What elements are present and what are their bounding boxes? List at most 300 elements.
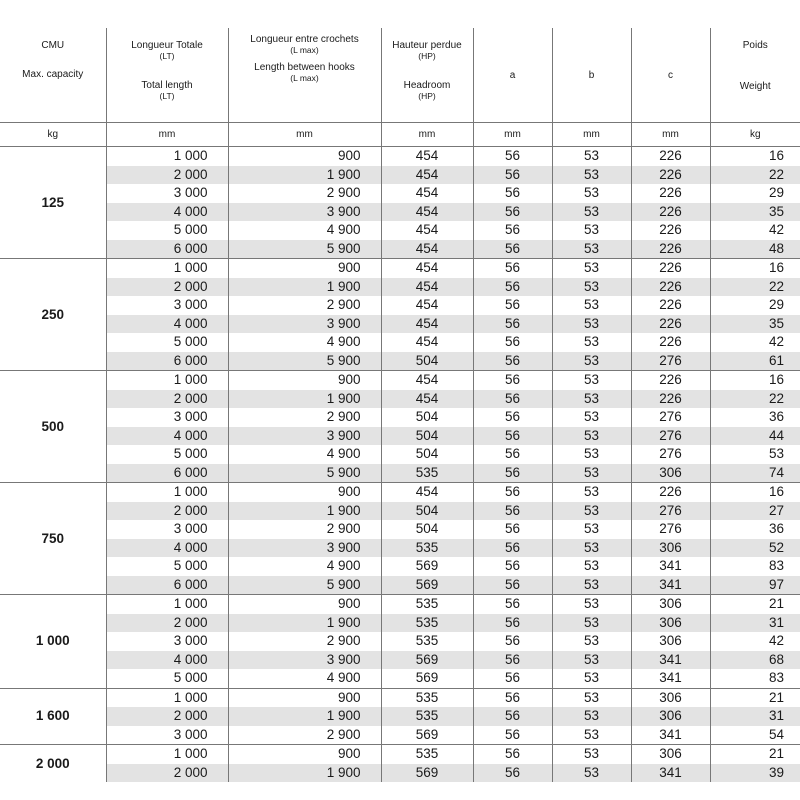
headroom-cell: 535 <box>381 539 473 558</box>
total-length-cell: 3 000 <box>106 184 228 203</box>
header-row <box>0 28 800 123</box>
headroom-cell: 454 <box>381 333 473 352</box>
a-cell: 56 <box>473 147 552 166</box>
length-between-hooks-cell: 900 <box>228 259 381 278</box>
table-row <box>0 745 800 764</box>
a-cell: 56 <box>473 296 552 315</box>
b-cell: 53 <box>552 669 631 688</box>
c-cell: 226 <box>631 278 710 297</box>
weight-cell: 52 <box>710 539 800 558</box>
length-between-hooks-cell: 1 900 <box>228 614 381 633</box>
weight-cell: 54 <box>710 726 800 745</box>
c-cell: 226 <box>631 296 710 315</box>
total-length-cell: 1 000 <box>106 688 228 707</box>
a-cell: 56 <box>473 390 552 409</box>
capacity-cell: 750 <box>0 483 106 595</box>
a-cell: 56 <box>473 726 552 745</box>
length-between-hooks-cell: 2 900 <box>228 632 381 651</box>
headroom-cell: 535 <box>381 632 473 651</box>
a-cell: 56 <box>473 520 552 539</box>
b-cell: 53 <box>552 240 631 259</box>
headroom-cell: 504 <box>381 427 473 446</box>
length-between-hooks-cell: 900 <box>228 483 381 502</box>
c-cell: 226 <box>631 240 710 259</box>
a-cell: 56 <box>473 278 552 297</box>
headroom-cell: 569 <box>381 669 473 688</box>
capacity-cell: 1 000 <box>0 595 106 689</box>
headroom-cell: 454 <box>381 240 473 259</box>
table-row <box>0 614 800 633</box>
length-between-hooks-cell: 900 <box>228 147 381 166</box>
table-row <box>0 333 800 352</box>
b-cell: 53 <box>552 726 631 745</box>
headroom-cell: 454 <box>381 184 473 203</box>
total-length-cell: 1 000 <box>106 371 228 390</box>
header-headroom <box>381 28 473 123</box>
total-length-cell: 6 000 <box>106 352 228 371</box>
table-row <box>0 315 800 334</box>
total-length-cell: 1 000 <box>106 745 228 764</box>
weight-cell: 53 <box>710 445 800 464</box>
table-row <box>0 221 800 240</box>
headroom-cell: 535 <box>381 614 473 633</box>
length-between-hooks-cell: 3 900 <box>228 203 381 222</box>
total-length-cell: 3 000 <box>106 520 228 539</box>
total-length-cell: 6 000 <box>106 576 228 595</box>
total-length-cell: 2 000 <box>106 390 228 409</box>
total-length-cell: 2 000 <box>106 614 228 633</box>
table-row <box>0 502 800 521</box>
header-weight-fr: Poids <box>742 40 768 51</box>
a-cell: 56 <box>473 688 552 707</box>
table-row <box>0 651 800 670</box>
total-length-cell: 2 000 <box>106 764 228 783</box>
c-cell: 306 <box>631 614 710 633</box>
b-cell: 53 <box>552 408 631 427</box>
headroom-cell: 504 <box>381 352 473 371</box>
c-cell: 276 <box>631 520 710 539</box>
headroom-cell: 454 <box>381 166 473 185</box>
length-between-hooks-cell: 5 900 <box>228 464 381 483</box>
headroom-cell: 535 <box>381 707 473 726</box>
length-between-hooks-cell: 5 900 <box>228 352 381 371</box>
header-headroom-fr: Hauteur perdue <box>392 40 462 51</box>
length-between-hooks-cell: 4 900 <box>228 669 381 688</box>
weight-cell: 39 <box>710 764 800 783</box>
length-between-hooks-cell: 3 900 <box>228 651 381 670</box>
table-row <box>0 464 800 483</box>
weight-cell: 83 <box>710 669 800 688</box>
a-cell: 56 <box>473 352 552 371</box>
table-row <box>0 726 800 745</box>
b-cell: 53 <box>552 595 631 614</box>
b-cell: 53 <box>552 576 631 595</box>
total-length-cell: 4 000 <box>106 539 228 558</box>
headroom-cell: 454 <box>381 259 473 278</box>
header-length-between-hooks-fr: Longueur entre crochets <box>250 34 359 45</box>
table-row <box>0 352 800 371</box>
c-cell: 341 <box>631 726 710 745</box>
c-cell: 226 <box>631 390 710 409</box>
b-cell: 53 <box>552 745 631 764</box>
specifications-table-container <box>0 28 800 782</box>
header-weight <box>710 28 800 123</box>
length-between-hooks-cell: 4 900 <box>228 333 381 352</box>
total-length-cell: 4 000 <box>106 651 228 670</box>
a-cell: 56 <box>473 502 552 521</box>
table-row <box>0 166 800 185</box>
header-headroom-en: Headroom <box>403 80 451 91</box>
headroom-cell: 454 <box>381 278 473 297</box>
total-length-cell: 3 000 <box>106 726 228 745</box>
length-between-hooks-cell: 1 900 <box>228 707 381 726</box>
unit-cell: mm <box>381 123 473 147</box>
unit-cell: mm <box>106 123 228 147</box>
length-between-hooks-cell: 1 900 <box>228 390 381 409</box>
c-cell: 276 <box>631 408 710 427</box>
headroom-cell: 535 <box>381 688 473 707</box>
total-length-cell: 2 000 <box>106 502 228 521</box>
a-cell: 56 <box>473 576 552 595</box>
total-length-cell: 1 000 <box>106 483 228 502</box>
headroom-cell: 569 <box>381 576 473 595</box>
b-cell: 53 <box>552 632 631 651</box>
total-length-cell: 3 000 <box>106 296 228 315</box>
headroom-cell: 569 <box>381 726 473 745</box>
table-row <box>0 240 800 259</box>
header-total-length-en: Total length <box>141 80 193 91</box>
table-row <box>0 688 800 707</box>
total-length-cell: 5 000 <box>106 445 228 464</box>
length-between-hooks-cell: 1 900 <box>228 166 381 185</box>
a-cell: 56 <box>473 371 552 390</box>
table-row <box>0 576 800 595</box>
header-total-length <box>106 28 228 123</box>
table-row <box>0 764 800 783</box>
c-cell: 226 <box>631 259 710 278</box>
c-cell: 306 <box>631 632 710 651</box>
b-cell: 53 <box>552 203 631 222</box>
weight-cell: 44 <box>710 427 800 446</box>
capacity-cell: 1 600 <box>0 688 106 745</box>
c-cell: 226 <box>631 184 710 203</box>
header-weight-en: Weight <box>739 81 771 92</box>
length-between-hooks-cell: 1 900 <box>228 764 381 783</box>
table-row <box>0 445 800 464</box>
a-cell: 56 <box>473 483 552 502</box>
a-cell: 56 <box>473 315 552 334</box>
headroom-cell: 569 <box>381 557 473 576</box>
a-cell: 56 <box>473 445 552 464</box>
weight-cell: 36 <box>710 408 800 427</box>
b-cell: 53 <box>552 520 631 539</box>
b-cell: 53 <box>552 390 631 409</box>
b-cell: 53 <box>552 184 631 203</box>
weight-cell: 16 <box>710 259 800 278</box>
c-cell: 341 <box>631 764 710 783</box>
table-row <box>0 595 800 614</box>
a-cell: 56 <box>473 408 552 427</box>
total-length-cell: 1 000 <box>106 147 228 166</box>
c-cell: 276 <box>631 502 710 521</box>
a-cell: 56 <box>473 595 552 614</box>
weight-cell: 21 <box>710 595 800 614</box>
c-cell: 276 <box>631 427 710 446</box>
table-row <box>0 557 800 576</box>
b-cell: 53 <box>552 707 631 726</box>
c-cell: 226 <box>631 483 710 502</box>
weight-cell: 35 <box>710 203 800 222</box>
c-cell: 306 <box>631 539 710 558</box>
c-cell: 226 <box>631 333 710 352</box>
header-c: c <box>631 28 710 123</box>
total-length-cell: 5 000 <box>106 333 228 352</box>
total-length-cell: 5 000 <box>106 557 228 576</box>
table-row <box>0 390 800 409</box>
b-cell: 53 <box>552 688 631 707</box>
b-cell: 53 <box>552 371 631 390</box>
c-cell: 226 <box>631 166 710 185</box>
table-row <box>0 427 800 446</box>
a-cell: 56 <box>473 669 552 688</box>
b-cell: 53 <box>552 315 631 334</box>
b-cell: 53 <box>552 333 631 352</box>
headroom-cell: 454 <box>381 221 473 240</box>
a-cell: 56 <box>473 333 552 352</box>
c-cell: 226 <box>631 315 710 334</box>
table-row <box>0 632 800 651</box>
headroom-cell: 535 <box>381 464 473 483</box>
length-between-hooks-cell: 4 900 <box>228 221 381 240</box>
headroom-cell: 454 <box>381 315 473 334</box>
a-cell: 56 <box>473 614 552 633</box>
weight-cell: 42 <box>710 333 800 352</box>
total-length-cell: 5 000 <box>106 221 228 240</box>
c-cell: 341 <box>631 651 710 670</box>
headroom-cell: 454 <box>381 296 473 315</box>
table-row <box>0 483 800 502</box>
units-row <box>0 123 800 147</box>
weight-cell: 48 <box>710 240 800 259</box>
total-length-cell: 3 000 <box>106 408 228 427</box>
total-length-cell: 4 000 <box>106 427 228 446</box>
a-cell: 56 <box>473 203 552 222</box>
b-cell: 53 <box>552 352 631 371</box>
length-between-hooks-cell: 900 <box>228 688 381 707</box>
a-cell: 56 <box>473 764 552 783</box>
specifications-table <box>0 28 800 782</box>
length-between-hooks-cell: 2 900 <box>228 520 381 539</box>
length-between-hooks-cell: 3 900 <box>228 315 381 334</box>
length-between-hooks-cell: 3 900 <box>228 539 381 558</box>
weight-cell: 36 <box>710 520 800 539</box>
header-headroom-en-sub: (HP) <box>418 91 436 101</box>
header-headroom-fr-sub: (HP) <box>418 51 436 61</box>
weight-cell: 97 <box>710 576 800 595</box>
c-cell: 306 <box>631 595 710 614</box>
length-between-hooks-cell: 900 <box>228 371 381 390</box>
header-capacity-en: Max. capacity <box>22 69 84 80</box>
length-between-hooks-cell: 5 900 <box>228 240 381 259</box>
a-cell: 56 <box>473 651 552 670</box>
headroom-cell: 454 <box>381 483 473 502</box>
header-length-between-hooks <box>228 28 381 123</box>
header-length-between-hooks-en-sub: (L max) <box>290 73 319 83</box>
length-between-hooks-cell: 900 <box>228 745 381 764</box>
headroom-cell: 504 <box>381 445 473 464</box>
a-cell: 56 <box>473 259 552 278</box>
header-a: a <box>473 28 552 123</box>
header-length-between-hooks-fr-sub: (L max) <box>290 45 319 55</box>
length-between-hooks-cell: 2 900 <box>228 184 381 203</box>
weight-cell: 21 <box>710 745 800 764</box>
a-cell: 56 <box>473 745 552 764</box>
c-cell: 341 <box>631 576 710 595</box>
weight-cell: 61 <box>710 352 800 371</box>
total-length-cell: 5 000 <box>106 669 228 688</box>
header-total-length-en-sub: (LT) <box>159 91 175 101</box>
table-row <box>0 539 800 558</box>
table-row <box>0 278 800 297</box>
c-cell: 341 <box>631 669 710 688</box>
headroom-cell: 454 <box>381 371 473 390</box>
length-between-hooks-cell: 4 900 <box>228 557 381 576</box>
table-body <box>0 147 800 783</box>
c-cell: 226 <box>631 203 710 222</box>
capacity-cell: 2 000 <box>0 745 106 783</box>
c-cell: 306 <box>631 688 710 707</box>
a-cell: 56 <box>473 539 552 558</box>
unit-cell: kg <box>710 123 800 147</box>
b-cell: 53 <box>552 614 631 633</box>
unit-cell: mm <box>473 123 552 147</box>
b-cell: 53 <box>552 166 631 185</box>
a-cell: 56 <box>473 632 552 651</box>
a-cell: 56 <box>473 464 552 483</box>
header-b: b <box>552 28 631 123</box>
table-row <box>0 184 800 203</box>
total-length-cell: 6 000 <box>106 240 228 259</box>
headroom-cell: 535 <box>381 745 473 764</box>
headroom-cell: 454 <box>381 147 473 166</box>
weight-cell: 42 <box>710 221 800 240</box>
weight-cell: 16 <box>710 147 800 166</box>
table-row <box>0 147 800 166</box>
headroom-cell: 454 <box>381 203 473 222</box>
weight-cell: 21 <box>710 688 800 707</box>
b-cell: 53 <box>552 464 631 483</box>
length-between-hooks-cell: 3 900 <box>228 427 381 446</box>
total-length-cell: 4 000 <box>106 315 228 334</box>
b-cell: 53 <box>552 539 631 558</box>
header-capacity-fr: CMU <box>41 40 65 51</box>
weight-cell: 27 <box>710 502 800 521</box>
length-between-hooks-cell: 2 900 <box>228 726 381 745</box>
weight-cell: 16 <box>710 371 800 390</box>
b-cell: 53 <box>552 427 631 446</box>
weight-cell: 42 <box>710 632 800 651</box>
length-between-hooks-cell: 2 900 <box>228 408 381 427</box>
table-row <box>0 408 800 427</box>
header-length-between-hooks-en: Length between hooks <box>254 62 355 73</box>
headroom-cell: 454 <box>381 390 473 409</box>
b-cell: 53 <box>552 557 631 576</box>
headroom-cell: 504 <box>381 502 473 521</box>
a-cell: 56 <box>473 166 552 185</box>
table-row <box>0 707 800 726</box>
capacity-cell: 125 <box>0 147 106 259</box>
weight-cell: 68 <box>710 651 800 670</box>
weight-cell: 22 <box>710 390 800 409</box>
unit-cell: mm <box>631 123 710 147</box>
length-between-hooks-cell: 900 <box>228 595 381 614</box>
total-length-cell: 2 000 <box>106 707 228 726</box>
a-cell: 56 <box>473 707 552 726</box>
weight-cell: 29 <box>710 184 800 203</box>
c-cell: 306 <box>631 745 710 764</box>
b-cell: 53 <box>552 296 631 315</box>
weight-cell: 31 <box>710 707 800 726</box>
length-between-hooks-cell: 2 900 <box>228 296 381 315</box>
c-cell: 226 <box>631 371 710 390</box>
a-cell: 56 <box>473 240 552 259</box>
total-length-cell: 2 000 <box>106 166 228 185</box>
b-cell: 53 <box>552 221 631 240</box>
headroom-cell: 569 <box>381 764 473 783</box>
table-row <box>0 669 800 688</box>
length-between-hooks-cell: 4 900 <box>228 445 381 464</box>
headroom-cell: 569 <box>381 651 473 670</box>
b-cell: 53 <box>552 502 631 521</box>
total-length-cell: 2 000 <box>106 278 228 297</box>
table-row <box>0 296 800 315</box>
a-cell: 56 <box>473 221 552 240</box>
c-cell: 306 <box>631 464 710 483</box>
b-cell: 53 <box>552 651 631 670</box>
a-cell: 56 <box>473 557 552 576</box>
c-cell: 341 <box>631 557 710 576</box>
total-length-cell: 4 000 <box>106 203 228 222</box>
unit-cell: mm <box>552 123 631 147</box>
c-cell: 306 <box>631 707 710 726</box>
weight-cell: 74 <box>710 464 800 483</box>
header-total-length-fr: Longueur Totale <box>131 40 203 51</box>
length-between-hooks-cell: 1 900 <box>228 278 381 297</box>
table-row <box>0 259 800 278</box>
headroom-cell: 504 <box>381 520 473 539</box>
length-between-hooks-cell: 5 900 <box>228 576 381 595</box>
b-cell: 53 <box>552 445 631 464</box>
table-row <box>0 371 800 390</box>
capacity-cell: 500 <box>0 371 106 483</box>
weight-cell: 31 <box>710 614 800 633</box>
b-cell: 53 <box>552 147 631 166</box>
b-cell: 53 <box>552 764 631 783</box>
total-length-cell: 3 000 <box>106 632 228 651</box>
total-length-cell: 6 000 <box>106 464 228 483</box>
unit-cell: kg <box>0 123 106 147</box>
table-row <box>0 520 800 539</box>
length-between-hooks-cell: 1 900 <box>228 502 381 521</box>
unit-cell: mm <box>228 123 381 147</box>
b-cell: 53 <box>552 483 631 502</box>
headroom-cell: 535 <box>381 595 473 614</box>
header-capacity <box>0 28 106 123</box>
weight-cell: 22 <box>710 166 800 185</box>
c-cell: 276 <box>631 352 710 371</box>
b-cell: 53 <box>552 259 631 278</box>
weight-cell: 83 <box>710 557 800 576</box>
